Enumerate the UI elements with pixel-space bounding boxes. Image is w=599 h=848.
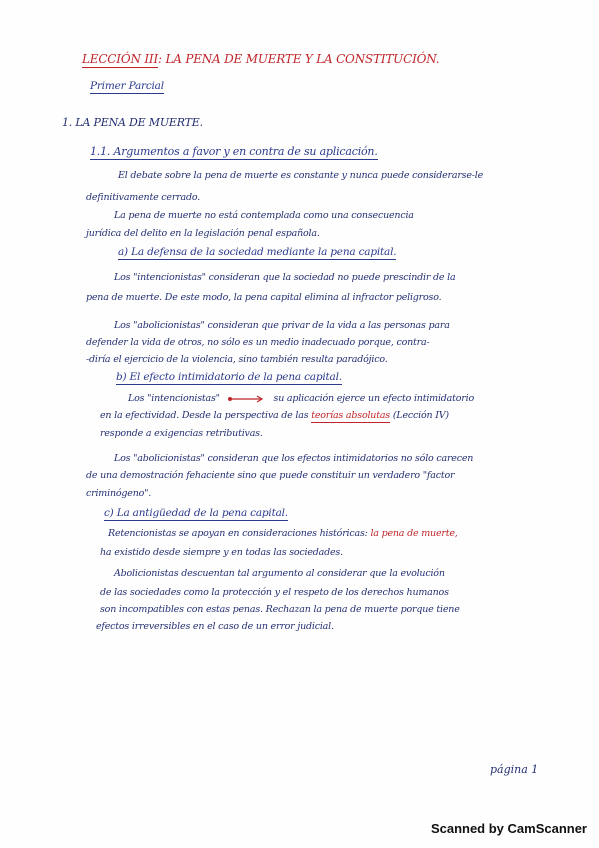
point-b-line: criminógeno". <box>86 488 152 499</box>
point-b-line: en la efectividad. Desde la perspectiva de las teorías absolutas (Lección IV) <box>100 410 449 421</box>
retentionists-label: Los "intencionistas" <box>128 393 220 404</box>
scanner-watermark: Scanned by CamScanner <box>430 821 587 836</box>
point-c-line: de las sociedades como la protección y el respeto de los derechos humanos <box>100 587 449 598</box>
point-a-line: Los "intencionistas" consideran que la sociedad no puede prescindir de la <box>114 272 456 283</box>
point-c-line: Abolicionistas descuentan tal argumento al considerar que la evolución <box>114 568 445 579</box>
lesson-title <box>82 52 439 66</box>
point-c-line: son incompatibles con estas penas. Rechazan la pena de muerte porque tiene <box>100 604 460 615</box>
point-a-line: Los "abolicionistas" consideran que privar de la vida a las personas para <box>114 320 450 331</box>
point-a-heading: a) La defensa de la sociedad mediante la pena capital. <box>118 246 397 258</box>
intro-line: definitivamente cerrado. <box>86 192 201 203</box>
point-b-line: de una demostración fehaciente sino que puede constituir un verdadero "factor <box>86 470 455 481</box>
point-a-line: -diría el ejercicio de la violencia, sino también resulta paradójico. <box>86 354 388 365</box>
point-a-line: pena de muerte. De este modo, la pena capital elimina al infractor peligroso. <box>86 292 442 303</box>
point-c-line: ha existido desde siempre y en todas las sociedades. <box>100 547 343 558</box>
highlight-death-penalty: la pena de muerte, <box>370 528 458 539</box>
highlight-absolute-theories: teorías absolutas <box>311 410 390 421</box>
point-b-heading: b) El efecto intimidatorio de la pena capital. <box>116 371 342 383</box>
lesson-topic: : LA PENA DE MUERTE Y LA CONSTITUCIÓN. <box>158 52 440 66</box>
intro-line: El debate sobre la pena de muerte es constante y nunca puede considerarse-le <box>118 170 484 181</box>
point-c-line: Retencionistas se apoyan en consideraciones históricas: la pena de muerte, <box>108 528 458 539</box>
point-c-line: efectos irreversibles en el caso de un error judicial. <box>96 621 334 632</box>
point-c-heading: c) La antigüedad de la pena capital. <box>104 507 288 519</box>
point-b-line: Los "abolicionistas" consideran que los efectos intimidatorios no sólo carecen <box>114 453 474 464</box>
point-a-line: defender la vida de otros, no sólo es un medio inadecuado porque, contra- <box>86 337 430 348</box>
subsection-heading: 1.1. Argumentos a favor y en contra de su aplicación. <box>90 145 378 158</box>
lesson-label: LECCIÓN III <box>82 52 159 66</box>
intro-line: La pena de muerte no está contemplada como una consecuencia <box>114 210 414 221</box>
point-b-line: responde a exigencias retributivas. <box>100 428 263 439</box>
page-number: página 1 <box>490 763 539 776</box>
point-b-line: Los "intencionistas" su aplicación ejerce un efecto intimidatorio <box>128 393 474 404</box>
subtitle: Primer Parcial <box>90 80 164 92</box>
section-heading: 1. LA PENA DE MUERTE. <box>62 116 203 129</box>
intro-line: jurídica del delito en la legislación penal española. <box>86 228 320 239</box>
arrow-icon <box>227 394 267 404</box>
